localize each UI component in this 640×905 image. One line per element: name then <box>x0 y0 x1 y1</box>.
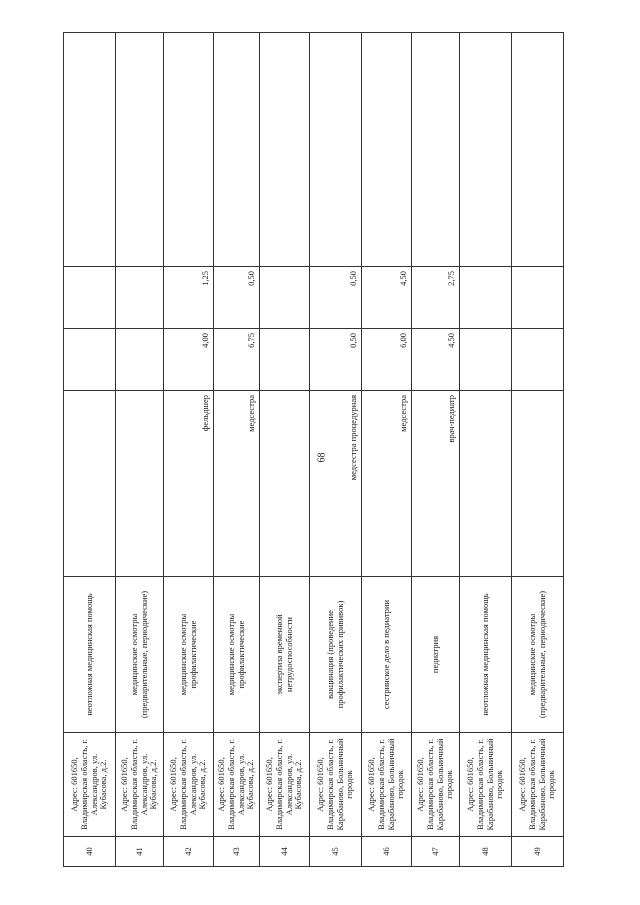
table-row <box>64 33 116 867</box>
row-activity: педиатрия <box>412 577 460 733</box>
row-position <box>512 391 564 577</box>
row-activity: сестринское дело в педиатрии <box>362 577 412 733</box>
table-row <box>214 33 260 867</box>
row-number: 49 <box>512 837 564 867</box>
row-value-2: 0,50 <box>310 267 362 329</box>
row-value-1 <box>116 329 164 391</box>
row-value-1 <box>460 329 512 391</box>
row-position: врач-педиатр <box>412 391 460 577</box>
table-row <box>260 33 310 867</box>
table-row <box>310 33 362 867</box>
row-activity: медицинские осмотры (предварительные, периодические) <box>116 577 164 733</box>
row-value-1: 0,50 <box>310 329 362 391</box>
row-number: 42 <box>164 837 214 867</box>
row-value-1: 6,75 <box>214 329 260 391</box>
row-address: Адрес: 601650, Владимирская область, г. Карабаново, Больничный городок <box>412 733 460 837</box>
page-number: 68 <box>316 452 328 463</box>
row-value-1: 6,00 <box>362 329 412 391</box>
row-address: Адрес: 601650, Владимирская область, г. Карабаново, Больничный городок <box>310 733 362 837</box>
row-value-2: 0,50 <box>214 267 260 329</box>
staff-table <box>63 32 564 867</box>
row-position <box>460 391 512 577</box>
row-position <box>64 391 116 577</box>
row-address: Адрес: 601650, Владимирская область, г. Карабаново, Больничный городок <box>460 733 512 837</box>
row-number: 43 <box>214 837 260 867</box>
row-position <box>260 391 310 577</box>
row-address: Адрес: 601650, Владимирская область, г. Карабаново, Больничный городок <box>512 733 564 837</box>
row-empty-cell <box>362 33 412 267</box>
row-position: фельдшер <box>164 391 214 577</box>
row-value-2: 4,50 <box>362 267 412 329</box>
row-empty-cell <box>412 33 460 267</box>
row-position: медсестра процедурная <box>310 391 362 577</box>
row-address: Адрес: 601650, Владимирская область, г. Александров, ул. Кубасова, д.2. <box>214 733 260 837</box>
row-number: 44 <box>260 837 310 867</box>
row-activity: экспертиза временной нетрудоспособности <box>260 577 310 733</box>
row-value-2 <box>460 267 512 329</box>
table-row <box>412 33 460 867</box>
row-empty-cell <box>512 33 564 267</box>
row-value-1: 4,00 <box>164 329 214 391</box>
row-value-1 <box>512 329 564 391</box>
row-number: 40 <box>64 837 116 867</box>
row-value-2 <box>260 267 310 329</box>
row-value-1 <box>64 329 116 391</box>
row-number: 46 <box>362 837 412 867</box>
row-activity: медицинские осмотры профилактические <box>164 577 214 733</box>
table-row <box>460 33 512 867</box>
table-body <box>64 33 564 867</box>
row-empty-cell <box>460 33 512 267</box>
row-empty-cell <box>260 33 310 267</box>
row-empty-cell <box>116 33 164 267</box>
row-number: 41 <box>116 837 164 867</box>
table-row <box>164 33 214 867</box>
row-empty-cell <box>214 33 260 267</box>
row-position <box>116 391 164 577</box>
row-activity: вакцинация (проведение профилактических прививок) <box>310 577 362 733</box>
row-empty-cell <box>164 33 214 267</box>
row-value-1: 4,50 <box>412 329 460 391</box>
row-activity: медицинские осмотры (предварительные, периодические) <box>512 577 564 733</box>
row-address: Адрес: 601650, Владимирская область, г. Александров, ул. Кубасова, д.2. <box>260 733 310 837</box>
table-row <box>512 33 564 867</box>
row-position: медсестра <box>214 391 260 577</box>
rotated-table-inner <box>63 33 563 867</box>
row-activity: медицинские осмотры профилактические <box>214 577 260 733</box>
table-row <box>362 33 412 867</box>
row-address: Адрес: 601650, Владимирская область, г. Александров, ул. Кубасова, д.2. <box>164 733 214 837</box>
row-value-2: 2,75 <box>412 267 460 329</box>
row-empty-cell <box>64 33 116 267</box>
row-number: 48 <box>460 837 512 867</box>
row-number: 47 <box>412 837 460 867</box>
row-address: Адрес: 601650, Владимирская область, г. Александров, ул. Кубасова, д.2. <box>64 733 116 837</box>
row-position: медсестра <box>362 391 412 577</box>
row-activity: неотложная медицинская помощь <box>460 577 512 733</box>
row-address: Адрес: 601650, Владимирская область, г. Карабаново, Больничный городок <box>362 733 412 837</box>
row-value-2 <box>116 267 164 329</box>
row-number: 45 <box>310 837 362 867</box>
row-empty-cell <box>310 33 362 267</box>
row-value-2 <box>512 267 564 329</box>
row-value-2: 1,25 <box>164 267 214 329</box>
row-activity: неотложная медицинская помощь <box>64 577 116 733</box>
table-row <box>116 33 164 867</box>
row-address: Адрес: 601650, Владимирская область, г. Александров, ул. Кубасова, д.2. <box>116 733 164 837</box>
row-value-1 <box>260 329 310 391</box>
row-value-2 <box>64 267 116 329</box>
rotated-table-frame <box>63 33 640 856</box>
